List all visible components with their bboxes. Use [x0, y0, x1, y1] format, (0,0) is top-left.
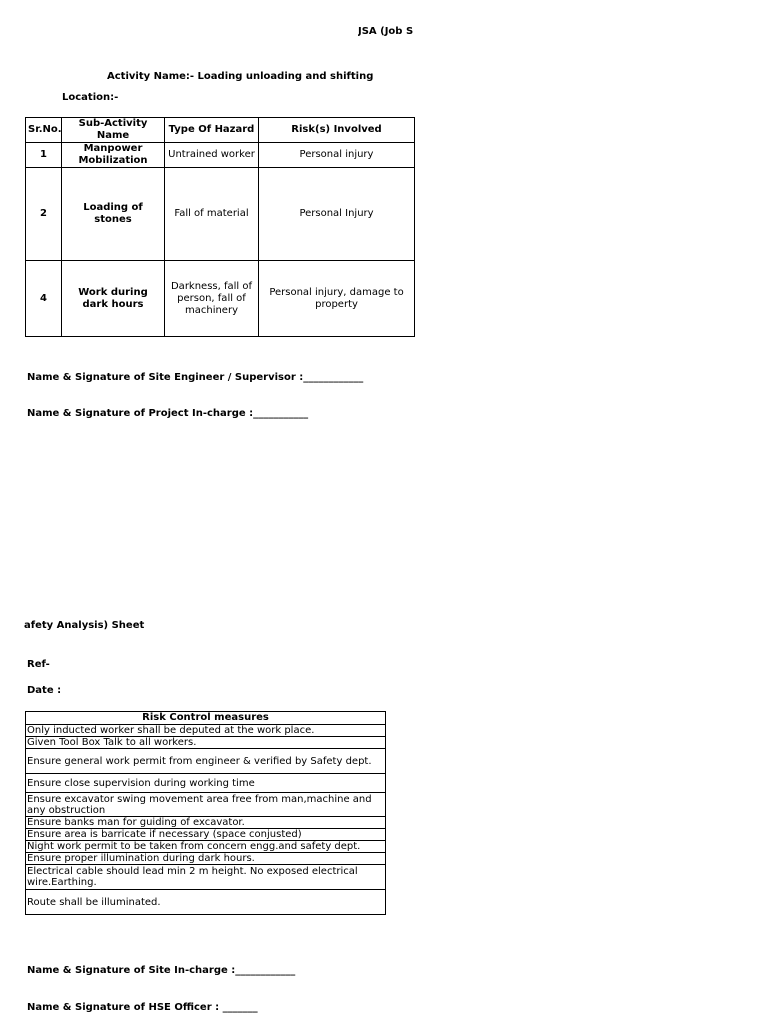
sr-no-cell: 2	[26, 168, 62, 261]
signature-site-engineer: Name & Signature of Site Engineer / Supervisor :____________	[27, 372, 364, 383]
sr-no-cell: 1	[26, 143, 62, 168]
sub-activity-cell: Manpower Mobilization	[62, 143, 165, 168]
table-row	[26, 261, 415, 337]
col-header-sub-activity: Sub-Activity Name	[62, 118, 165, 143]
control-measure-row: Ensure close supervision during working time	[26, 774, 386, 793]
risk-cell: Personal injury, damage to property	[259, 261, 415, 337]
date-label: Date :	[27, 685, 62, 696]
signature-hse-officer: Name & Signature of HSE Officer : _______	[27, 1002, 258, 1013]
control-measure-row: Given Tool Box Talk to all workers.	[26, 737, 386, 749]
risk-controls-table	[25, 711, 386, 915]
control-measure-row: Only inducted worker shall be deputed at the work place.	[26, 725, 386, 737]
col-header-risks: Risk(s) Involved	[259, 118, 415, 143]
sheet-title-fragment	[358, 26, 414, 40]
sr-no-cell: 4	[26, 261, 62, 337]
table-row	[26, 168, 415, 261]
control-measure-row: Night work permit to be taken from concern engg.and safety dept.	[26, 841, 386, 853]
hazard-cell: Darkness, fall of person, fall of machinery	[165, 261, 259, 337]
control-measure-row: Ensure area is barricate if necessary (space conjusted)	[26, 829, 386, 841]
risk-cell: Personal Injury	[259, 168, 415, 261]
risk-controls-header: Risk Control measures	[26, 712, 386, 725]
activity-name: Activity Name:- Loading unloading and shifting	[107, 71, 374, 82]
control-measure-row: Route shall be illuminated.	[26, 890, 386, 915]
location-label: Location:-	[62, 92, 119, 103]
control-measure-row: Ensure general work permit from engineer & verified by Safety dept.	[26, 749, 386, 774]
sub-activity-cell: Work during dark hours	[62, 261, 165, 337]
ref-label: Ref-	[27, 659, 50, 670]
signature-site-incharge: Name & Signature of Site In-charge :____________	[27, 965, 296, 976]
control-measure-row: Ensure excavator swing movement area free from man,machine and any obstruction	[26, 793, 386, 817]
sheet-title-continuation: afety Analysis) Sheet	[24, 620, 145, 631]
table-row	[26, 143, 415, 168]
hazard-table-header	[26, 118, 415, 143]
hazard-cell: Untrained worker	[165, 143, 259, 168]
col-header-sr-no: Sr.No.	[26, 118, 62, 143]
sub-activity-cell: Loading of stones	[62, 168, 165, 261]
signature-project-incharge: Name & Signature of Project In-charge :___________	[27, 408, 309, 419]
hazard-cell: Fall of material	[165, 168, 259, 261]
col-header-hazard-type: Type Of Hazard	[165, 118, 259, 143]
control-measure-row: Electrical cable should lead min 2 m height. No exposed electrical wire.Earthing.	[26, 865, 386, 890]
hazard-table	[25, 117, 415, 337]
risk-cell: Personal injury	[259, 143, 415, 168]
sheet-title-text: JSA (Job S	[358, 26, 414, 37]
control-measure-row: Ensure proper illumination during dark hours.	[26, 853, 386, 865]
control-measure-row: Ensure banks man for guiding of excavator.	[26, 817, 386, 829]
